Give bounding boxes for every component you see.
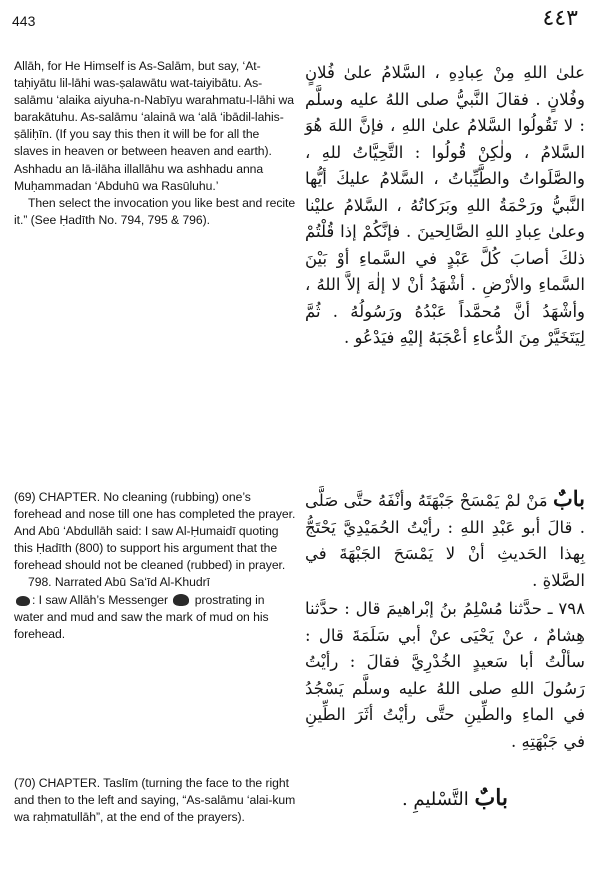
arabic-chapter-text: مَنْ لمْ يَمْسَحْ جَبْهَتَهُ وأنْفَهُ حتَّى صَلَّى . قالَ أبو عَبْدِ اللهِ : رأيْتُ الحُمَيْدِيَّ يَحْتَجُّ بِهذا الحَديثِ أنْ لا يَمْسَحَ الجَبْهَةَ في الصَّلاةِ . [305, 491, 585, 590]
radiallahu-anhu-icon [16, 596, 30, 606]
arabic-block-2 [305, 486, 585, 594]
hadith-text: : I saw Allāh’s Messenger [32, 592, 169, 607]
english-block-3 [14, 775, 296, 826]
bab-heading: بابٌ [553, 486, 586, 511]
english-paragraph: Then select the invocation you like best and recite it.” (See Ḥadīth No. 794, 795 & 796). [14, 195, 296, 227]
chapter-70-heading: (70) CHAPTER. Taslīm (turning the face to the right and then to the left and saying, “As-salāmu ‘alai-kum wa raḥmatullāh”, at the end of the prayers). [14, 776, 296, 825]
arabic-chapter-70 [330, 785, 580, 811]
page-number-left: 443 [12, 13, 36, 29]
chapter-69-heading: (69) CHAPTER. No cleaning (rubbing) one’s forehead and nose till one has completed the prayer. And Abū ‘Abdullāh said: I saw Al-Ḥumaidī quoting this Ḥadīth (800) to support his argument that the forehead should not be cleaned (rubbed) in prayer. [14, 490, 296, 573]
pbuh-icon [173, 594, 189, 606]
arabic-block-3 [305, 596, 585, 755]
page-number-right: ٤٤٣ [542, 6, 578, 31]
narrator-line: 798. Narrated Abū Sa‘īd Al-Khudrī [28, 575, 210, 590]
english-paragraph: Allāh, for He Himself is As-Salām, but say, ‘At-taḥiyātu lil-lāhi was-ṣalawātu wat-taiyibātu. As-salāmu ‘alaika aiyuha-n-Nabīyu warahmatu-l-lāhi wa barakātuhu. As-salāmu ‘alainā wa ‘alā ‘ibādil-lahis-ṣāliḥīn. (If you say this then it will be for all the slaves in heaven or between heaven and earth). Ashhadu an lā-ilāha illallāhu wa ashhadu anna Muḥammadan ‘Abduhū wa Rasūluhu.’ [14, 59, 294, 193]
bab-heading: بابٌ [474, 785, 509, 811]
hadith-798-text [14, 574, 296, 642]
english-block-1 [14, 58, 296, 229]
arabic-chapter-69 [305, 486, 585, 594]
arabic-block-1 [305, 60, 585, 352]
arabic-paragraph: علىٰ اللهِ مِنْ عِبادِهِ ، السَّلامُ علىٰ فُلانٍ وفُلانٍ . فقالَ النَّبيُّ صلى اللهُ عليه وسلَّم : لا تَقُولُوا السَّلامُ علىٰ اللهِ ، فإنَّ اللهَ هُوَ السَّلامُ ، ولٰكِنْ قُولُوا : التَّحِيَّاتُ للهِ ، والصَّلَواتُ والطَّيِّباتُ ، السَّلامُ عليكَ أيُّها النَّبيُّ ورَحْمَةُ اللهِ وبَرَكاتُهُ ، السَّلامُ عليْنا وعلىٰ عِبادِ اللهِ الصَّالِحينَ . فإنَّكُمْ إذا قُلْتُمْ ذلكَ أصابَ كُلَّ عَبْدٍ في السَّماءِ أوْ بَيْنَ السَّماءِ والأرْضِ . أشْهَدُ أنْ لا إلٰهَ إلاَّ اللهُ ، وأشْهَدُ أنَّ مُحمَّداً عَبْدُهُ ورَسُولُهُ . ثُمَّ لِيَتَخَيَّرْ مِنَ الدُّعاءِ أعْجَبَهُ إليْهِ فيَدْعُو . [305, 63, 585, 347]
arabic-chapter-text: التَّسْليمِ . [401, 789, 469, 810]
hadith-text-cont: prostrating in water and mud and saw the mark of mud on his forehead. [14, 592, 269, 641]
arabic-hadith-798: ٧٩٨ ـ حدَّثنا مُسْلِمُ بنُ إبْراهيمَ قال : حدَّثنا هِشامٌ ، عنْ يَحْيَى عنْ أبي سَلَمَةَ قال : سألْتُ أبا سَعيدٍ الخُدْرِيَّ فقالَ : رأيْتُ رَسُولَ اللهِ صلى اللهُ عليه وسلَّم يَسْجُدُ في الماءِ والطِّينِ حتَّى رأيْتُ أثَرَ الطِّينِ في جَبْهَتِهِ . [305, 599, 585, 751]
english-block-2 [14, 489, 296, 643]
